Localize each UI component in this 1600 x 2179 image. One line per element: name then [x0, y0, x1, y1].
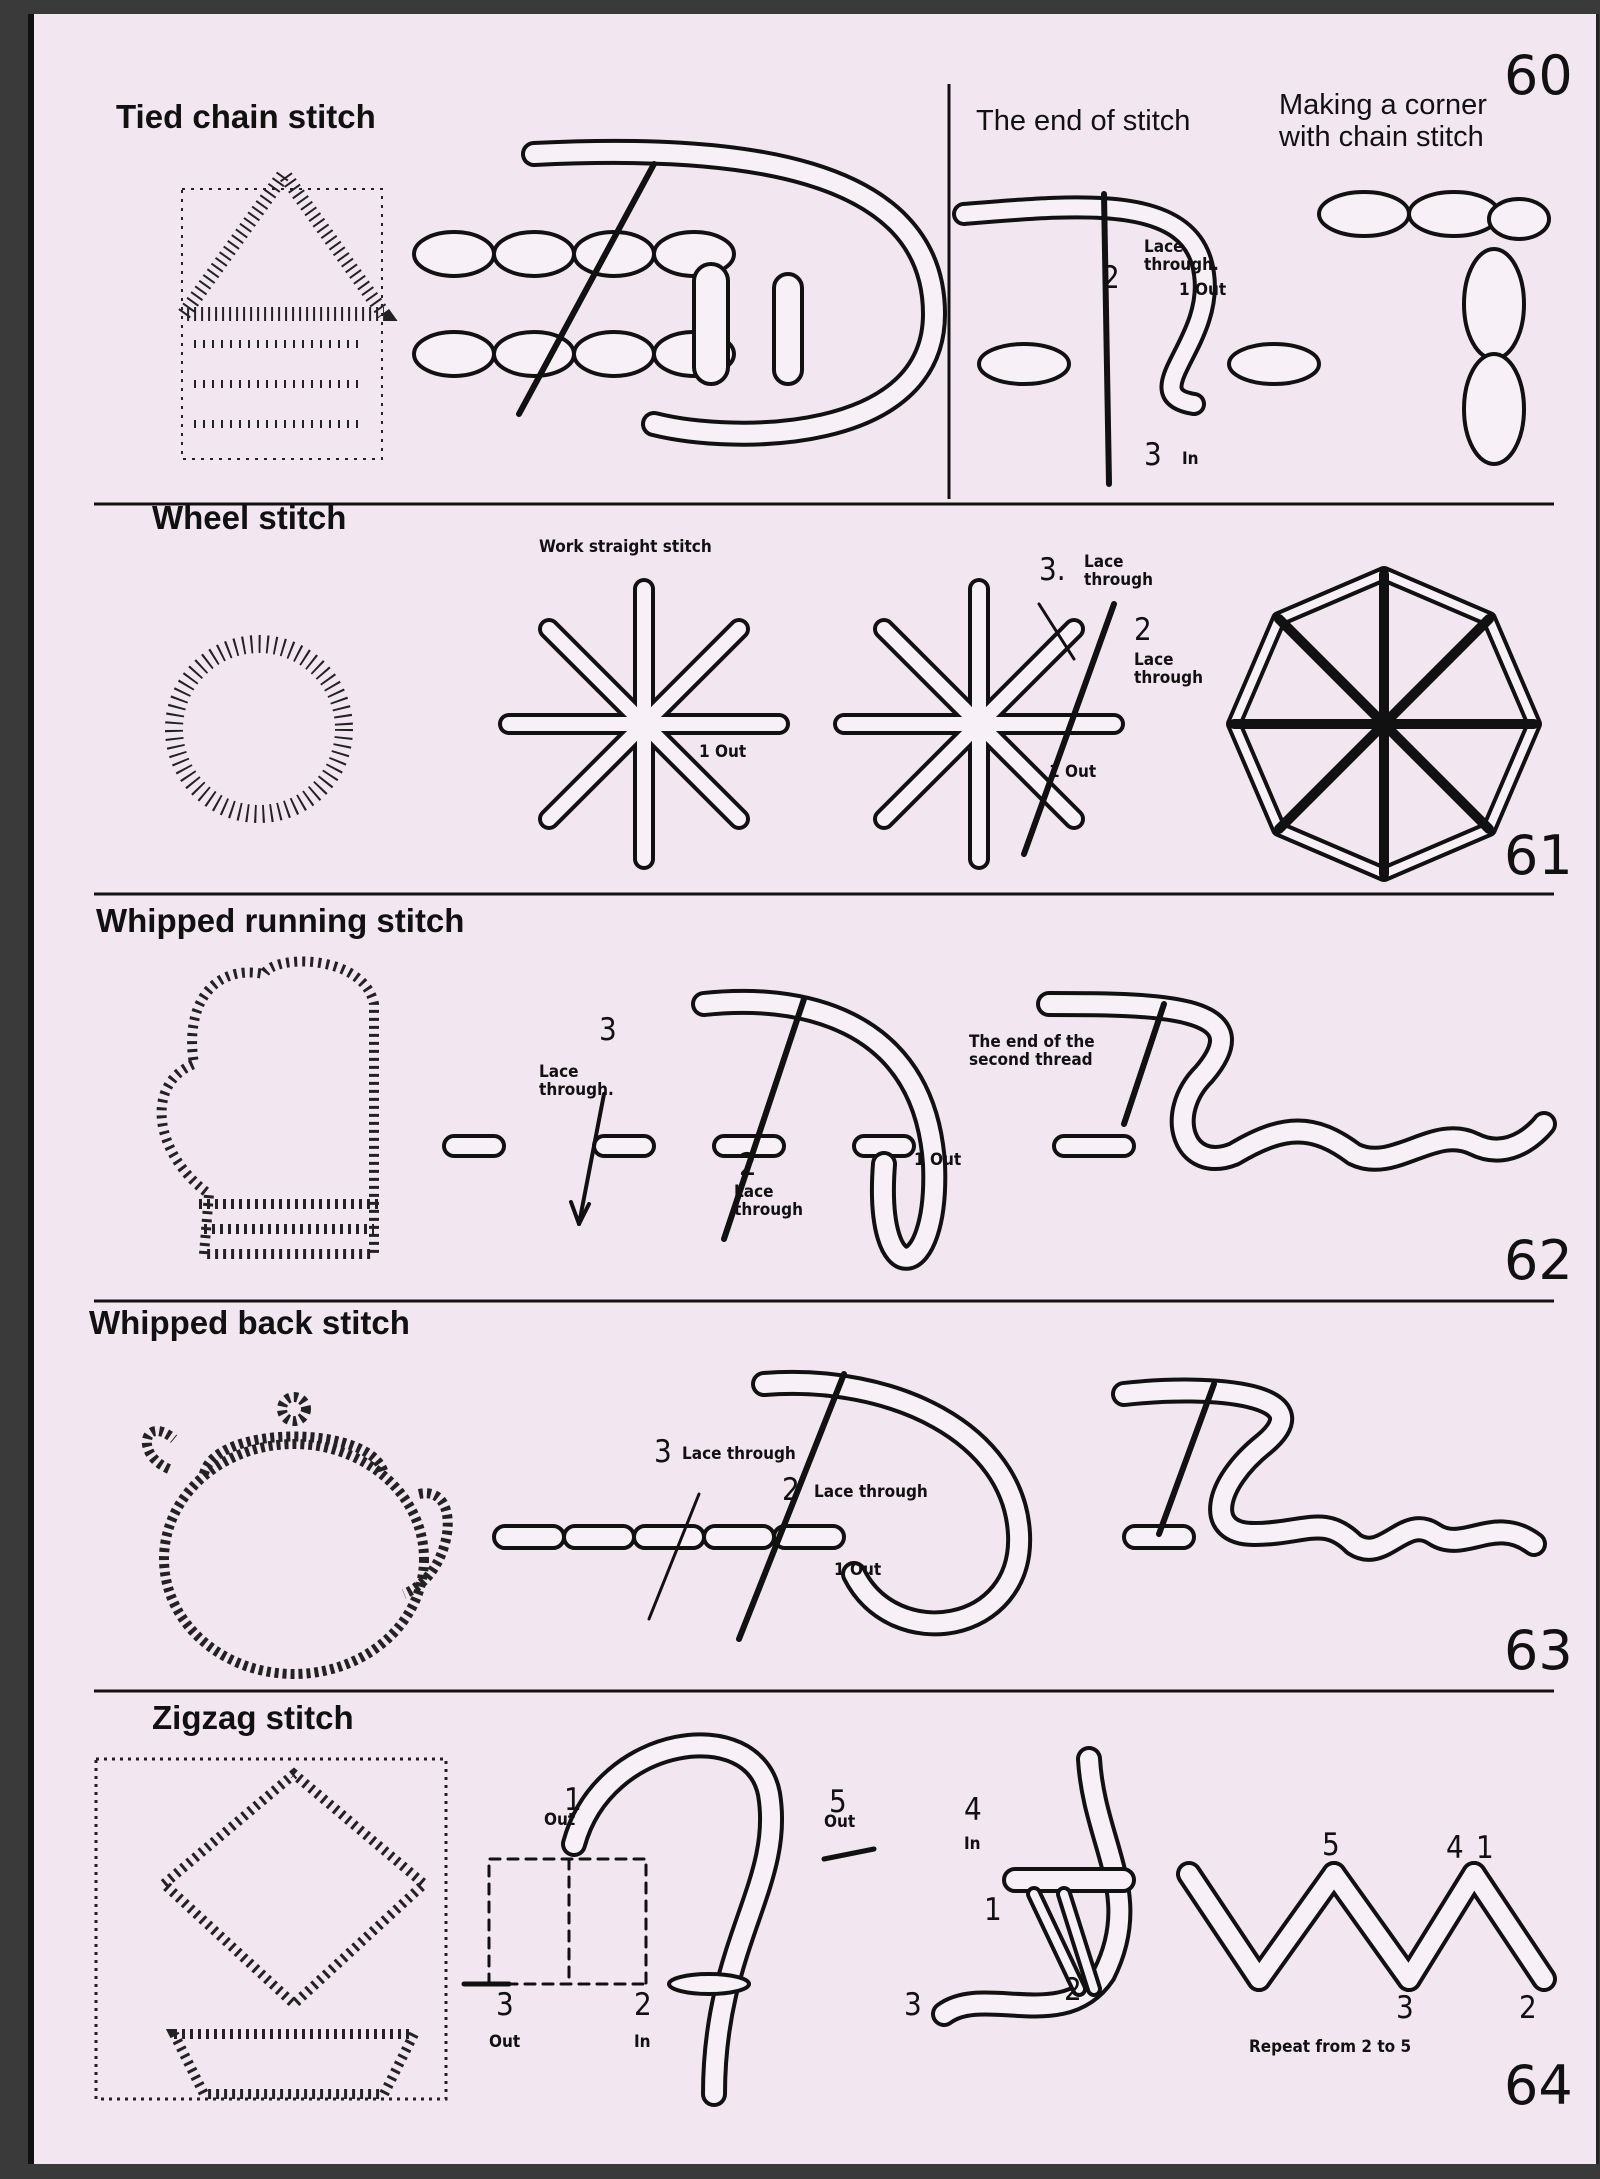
stitch-label: 1 Out: [834, 1560, 882, 1580]
stitch-number: 2: [634, 1987, 652, 2023]
corner-chain-diagram: [1319, 192, 1549, 464]
stitch-number: 1: [564, 1782, 582, 1818]
page-number: 62: [1504, 1229, 1573, 1292]
section-title: Whipped back stitch: [89, 1304, 410, 1341]
stitch-label: In: [964, 1834, 981, 1854]
stitch-label: Lace through: [682, 1444, 796, 1464]
stitch-number: 2: [739, 1147, 757, 1183]
stitch-number: 2: [1519, 1990, 1537, 2026]
stitch-number: 3: [1396, 1990, 1414, 2026]
whipped-running-diagram-3: [1049, 1004, 1544, 1159]
page-number: 61: [1504, 824, 1573, 887]
stitch-number: 1: [1476, 1830, 1494, 1866]
stitch-label: Repeat from 2 to 5: [1249, 2037, 1412, 2057]
stitch-number: 5: [829, 1784, 847, 1820]
stitch-label: 1 Out: [1049, 762, 1097, 782]
stitch-number: 3: [599, 1012, 617, 1048]
pattern-page: [28, 14, 1599, 2164]
stitch-label: In: [634, 2032, 651, 2052]
section-title: Wheel stitch: [152, 499, 347, 536]
stitch-number: 3.: [1039, 552, 1066, 588]
stitch-number: 3: [496, 1987, 514, 2023]
stitch-label: Out: [544, 1810, 576, 1830]
stitch-end-diagram: [964, 194, 1319, 484]
stitch-number: 4: [964, 1792, 982, 1828]
page-number: 60: [1504, 44, 1573, 107]
stitch-label: Lace through: [1134, 650, 1203, 688]
whipped-running-diagram-1: [444, 1094, 654, 1224]
stitch-label: Lace through.: [1144, 237, 1219, 275]
stitch-label: Out: [489, 2032, 521, 2052]
stitch-label: The end of the second thread: [969, 1032, 1095, 1070]
stitch-number: 2: [782, 1472, 800, 1508]
stitch-label: 1 Out: [914, 1150, 962, 1170]
page-number: 64: [1504, 2054, 1573, 2117]
subtitle: The end of stitch: [976, 105, 1191, 137]
stitch-label: Lace through: [814, 1482, 928, 1502]
section-title: Tied chain stitch: [116, 98, 376, 135]
page-number: 63: [1504, 1619, 1573, 1682]
stitch-number: 3: [904, 1987, 922, 2023]
stitch-number: 2: [1134, 612, 1152, 648]
embroidered-house-photo: [182, 174, 384, 459]
embroidered-mitten-photo: [162, 962, 379, 1254]
stitch-label: Lace through.: [539, 1062, 614, 1100]
stitch-label: In: [1182, 449, 1199, 469]
stitch-label: Out: [824, 1812, 856, 1832]
stitch-label: 1 Out: [1179, 280, 1227, 300]
tied-chain-diagram: [414, 152, 934, 434]
zigzag-diagram-1: [464, 1745, 874, 2094]
stitch-label: 1 Out: [699, 742, 747, 762]
wheel-straight-diagram: [509, 589, 779, 859]
stitch-number: 4: [1446, 1830, 1464, 1866]
wheel-finished-diagram: [1234, 574, 1534, 874]
zigzag-diagram-3: [1189, 1874, 1544, 1979]
whipped-back-diagram-2: [1124, 1384, 1534, 1549]
embroidered-teapot-photo: [147, 1397, 448, 1674]
stitch-number: 5: [1322, 1827, 1340, 1863]
stitch-number: 1: [984, 1892, 1002, 1928]
stitch-number: 3: [1144, 437, 1162, 473]
stitch-number: 2: [1064, 1972, 1082, 2008]
section-title: Zigzag stitch: [152, 1699, 354, 1736]
stitch-label: Lace through: [734, 1182, 803, 1220]
embroidered-tulip-photo: [96, 1759, 446, 2099]
section-title: Whipped running stitch: [96, 902, 465, 939]
whipped-back-diagram-1: [494, 1374, 1019, 1639]
stitch-label: Lace through: [1084, 552, 1153, 590]
embroidered-flower-photo: [174, 644, 344, 814]
wheel-lace-diagram: [844, 589, 1114, 859]
stitch-number: 3: [654, 1434, 672, 1470]
stitch-number: 2: [1102, 260, 1120, 296]
stitch-label: Work straight stitch: [539, 537, 712, 557]
subtitle: Making a corner with chain stitch: [1279, 89, 1487, 153]
stitch-diagrams: [34, 14, 1596, 2164]
